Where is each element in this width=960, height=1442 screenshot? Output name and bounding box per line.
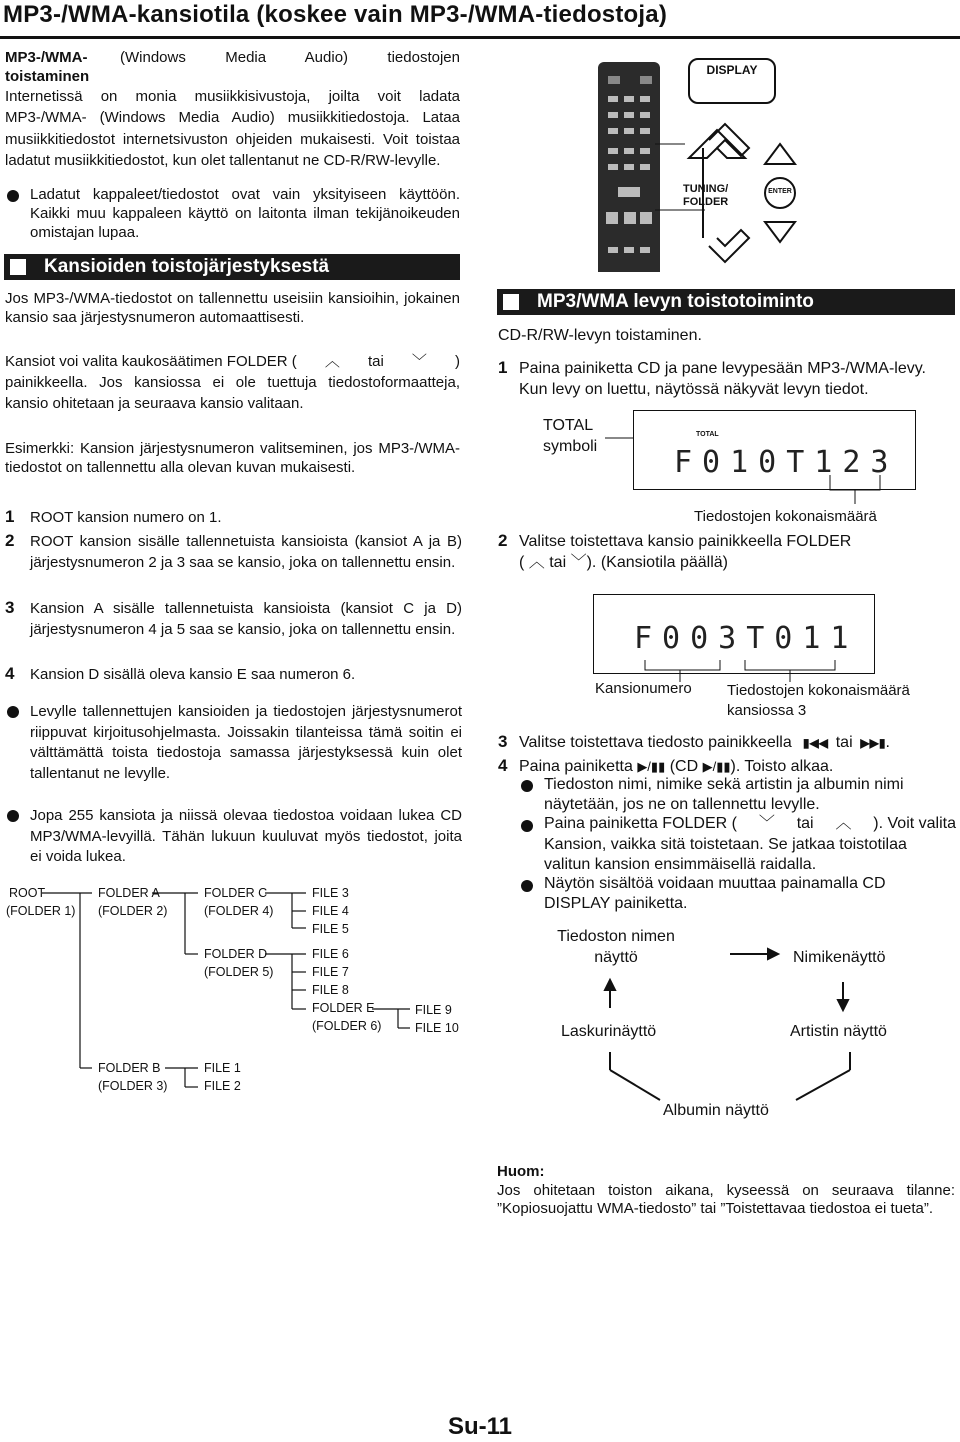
step4-bullet-2 bbox=[544, 814, 956, 876]
tree-folder-c-number: (FOLDER 4) bbox=[204, 904, 274, 918]
intro-heading-a: MP3-/WMA- bbox=[5, 49, 88, 66]
tree-file: FILE 7 bbox=[312, 965, 349, 979]
intro-heading bbox=[5, 48, 460, 86]
tree-file: FILE 2 bbox=[204, 1079, 241, 1093]
note-text: Jos ohitetaan toiston aikana, kyseessä on seuraava tilanne: ”Kopiosuojattu WMA-tiedosto” tai ”Toistettavaa tiedostoa ei tueta”. bbox=[497, 1181, 955, 1217]
right-step-1: Paina painiketta CD ja pane levypesään MP3-/WMA-levy. Kun levy on luettu, näytössä näkyvät levyn tiedot. bbox=[519, 360, 926, 398]
step-text: Kansion A sisälle tallennetuista kansioista (kansiot C ja D) järjestysnumeron 4 ja 5 saa se kansio, joka on tallennettu ensin. bbox=[30, 600, 462, 638]
tuning-folder-label bbox=[683, 183, 728, 209]
step-number: 3 bbox=[5, 598, 15, 617]
p2-text-c: painikkeella. Jos kansiossa ei ole tuettuja tiedostoformaatteja, kansio ohitetaan ja seuraava kansio valitaan. bbox=[5, 374, 460, 412]
lcd1-total-indicator: TOTAL bbox=[696, 431, 719, 438]
symbol-label: symboli bbox=[543, 438, 598, 455]
section-bar-folders bbox=[4, 254, 460, 280]
bullet-icon bbox=[7, 706, 19, 718]
lcd2-caption-right bbox=[727, 681, 910, 721]
note-box bbox=[497, 1163, 955, 1219]
tree-files-c bbox=[312, 884, 349, 938]
folders-paragraph-3: Esimerkki: Kansion järjestysnumeron valitseminen, jos MP3-/WMA-tiedostot on tallennettu alla olevan kuvan mukaisesti. bbox=[5, 440, 460, 476]
page-title: MP3-/WMA-kansiotila (koskee vain MP3-/WMA-tiedostoja) bbox=[3, 1, 668, 28]
p2-text-a: Kansiot voi valita kaukosäätimen FOLDER ( bbox=[5, 353, 297, 370]
play-pause-icon: ▶/▮▮ bbox=[702, 759, 731, 774]
tree-file: FILE 5 bbox=[312, 922, 349, 936]
step2-text-c: ). (Kansiotila päällä) bbox=[586, 554, 728, 571]
folder-up-icon: ︿ bbox=[835, 815, 852, 832]
bullet-icon bbox=[521, 880, 533, 892]
lcd2-caption-left: Kansionumero bbox=[595, 680, 692, 697]
bullet-icon bbox=[521, 820, 533, 832]
right-step-2 bbox=[519, 531, 955, 573]
tree-folder-a-name: FOLDER A bbox=[98, 886, 160, 900]
bullet-icon bbox=[7, 810, 19, 822]
step-text: Kansion D sisällä oleva kansio E saa numeron 6. bbox=[30, 666, 356, 683]
tree-file: FILE 3 bbox=[312, 886, 349, 900]
tree-file: FILE 4 bbox=[312, 904, 349, 918]
playback-subtitle: CD-R/RW-levyn toistaminen. bbox=[498, 327, 702, 344]
tree-folder-b bbox=[98, 1059, 167, 1095]
tree-root-folder: (FOLDER 1) bbox=[6, 904, 76, 918]
down-triangle-icon bbox=[765, 222, 795, 242]
tree-folder-e-name: FOLDER E bbox=[312, 1001, 375, 1015]
enter-pad bbox=[735, 136, 825, 256]
page-number: Su-11 bbox=[447, 1413, 513, 1440]
lcd1-caption: Tiedostojen kokonaismäärä bbox=[694, 508, 877, 525]
tree-folder-e-number: (FOLDER 6) bbox=[312, 1019, 382, 1033]
step4-text-a: Paina painiketta bbox=[519, 758, 633, 775]
tree-file: FILE 9 bbox=[415, 1003, 452, 1017]
section-title-folders: Kansioiden toistojärjestyksestä bbox=[44, 256, 330, 277]
tree-folder-c bbox=[204, 884, 273, 920]
tree-folder-d-number: (FOLDER 5) bbox=[204, 965, 274, 979]
bullet-icon bbox=[521, 780, 533, 792]
section-square-icon bbox=[10, 259, 26, 275]
folder-down-icon: ﹀ bbox=[566, 554, 587, 571]
tree-folder-d-name: FOLDER D bbox=[204, 947, 268, 961]
tree-folder-a-number: (FOLDER 2) bbox=[98, 904, 168, 918]
step3-text: Valitse toistettava tiedosto painikkeella bbox=[519, 734, 792, 751]
arrow-down-icon bbox=[838, 1000, 848, 1010]
step4-text-c: ). Toisto alkaa. bbox=[730, 758, 834, 775]
p2-tai: tai bbox=[367, 353, 384, 370]
step-number: 4 bbox=[5, 664, 15, 683]
cycle-file-name-1: Tiedoston nimen bbox=[557, 928, 675, 945]
cycle-artist: Artistin näyttö bbox=[790, 1023, 887, 1040]
total-symbol-label bbox=[543, 415, 597, 457]
note-title: Huom: bbox=[497, 1163, 545, 1180]
folders-paragraph-1: Jos MP3-/WMA-tiedostot on tallennettu useisiin kansioihin, jokainen kansio saa järjestysnumeron automaattisesti. bbox=[5, 290, 460, 326]
tree-file: FILE 8 bbox=[312, 983, 349, 997]
step3-end: . bbox=[885, 734, 890, 751]
tuning-label: TUNING/ bbox=[683, 183, 729, 195]
lcd2-segment-text: F003T011 bbox=[634, 621, 859, 656]
tree-folder-c-name: FOLDER C bbox=[204, 886, 268, 900]
cycle-album: Albumin näyttö bbox=[663, 1102, 769, 1119]
bullet2-tai: tai bbox=[796, 815, 814, 832]
bullet2-text-c: Kansion, vaikka sitä toistetaan. Se jatkaa toistotilaa valitun kansion ensimmäisellä raidalla. bbox=[544, 835, 907, 873]
remote-control-image bbox=[598, 62, 660, 272]
lcd2-caption-right-2: kansiossa 3 bbox=[727, 702, 807, 719]
tree-files-d bbox=[312, 945, 381, 1035]
remote-buttons-graphic bbox=[598, 62, 660, 272]
intro-paragraph: Internetissä on monia musiikkisivustoja, joilta voit ladata MP3-/WMA- (Windows Media Audio) musiikkitiedostoja. Lataa musiikkitiedostot internetsivuston ohjeiden mukaisesti. Voit toistaa ladatut musiikkitiedostot, kun olet tallentanut ne CD-R/RW-levylle. bbox=[5, 88, 460, 169]
folders-paragraph-2 bbox=[5, 351, 460, 414]
total-label: TOTAL bbox=[543, 417, 594, 434]
tree-files-e bbox=[415, 1001, 459, 1037]
up-triangle-icon bbox=[765, 144, 795, 164]
step-number: 2 bbox=[5, 531, 15, 550]
folder-down-icon: ﹀ bbox=[758, 815, 775, 832]
cycle-file-name-2: näyttö bbox=[594, 949, 638, 966]
cycle-arrows bbox=[560, 940, 900, 1110]
tree-folder-a bbox=[98, 884, 167, 920]
right-step-3 bbox=[519, 733, 890, 753]
display-button-label: DISPLAY bbox=[706, 63, 758, 77]
enter-button[interactable]: ENTER bbox=[768, 188, 792, 195]
step4-bullet-3: Näytön sisältöä voidaan muuttaa painamalla CD DISPLAY painiketta. bbox=[544, 875, 886, 912]
lcd2-caption-right-1: Tiedostojen kokonaismäärä bbox=[727, 682, 910, 699]
bullet2-text-b: ). Voit valita bbox=[873, 815, 956, 832]
tree-root-name: ROOT bbox=[9, 886, 46, 900]
folder-down-icon: ﹀ bbox=[411, 353, 427, 370]
skip-back-icon: ▮◀◀ bbox=[796, 736, 832, 750]
tree-folder-b-number: (FOLDER 3) bbox=[98, 1079, 168, 1093]
display-button[interactable] bbox=[688, 58, 776, 104]
step4-bullet-1: Tiedoston nimi, nimike sekä artistin ja albumin nimi näytetään, jos ne on tallennettu levylle. bbox=[544, 776, 904, 813]
cycle-counter: Laskurinäyttö bbox=[561, 1023, 657, 1040]
left-bullet-text: Levylle tallennettujen kansioiden ja tiedostojen järjestysnumerot riippuvat kirjoitusohjelmasta. Joissakin tilanteissa tämä soitin ei välttämättä toista tiedostoja samassa järjestyksessä kuin olet tallentanut ne levylle. bbox=[30, 703, 462, 782]
step-number: 3 bbox=[498, 732, 508, 751]
step-number: 1 bbox=[498, 358, 508, 377]
section-square-icon bbox=[503, 294, 519, 310]
p2-text-b: ) bbox=[454, 353, 460, 370]
section-bar-playback bbox=[497, 289, 955, 315]
folder-up-icon: ︿ bbox=[324, 353, 340, 370]
tree-file: FILE 10 bbox=[415, 1021, 459, 1035]
section-title-playback: MP3/WMA levyn toistotoiminto bbox=[537, 291, 814, 312]
tree-files-b bbox=[204, 1059, 241, 1095]
step-text: ROOT kansion sisälle tallennetuista kansioista (kansiot A ja B) järjestysnumeron 2 ja 3 saa se kansio, joka on tallennettu ensin. bbox=[30, 533, 462, 571]
left-bullet-text: Jopa 255 kansiota ja niissä olevaa tiedostoa voidaan lukea CD MP3/WMA-levyillä. Tähän lukuun kuuluvat myös tiedostot, joita ei voida lukea. bbox=[30, 807, 462, 865]
bullet2-text-a: Paina painiketta FOLDER ( bbox=[544, 815, 737, 832]
tree-folder-b-name: FOLDER B bbox=[98, 1061, 161, 1075]
step2-paren: ( bbox=[519, 554, 525, 571]
step2-tai: tai bbox=[549, 554, 567, 571]
step-number: 1 bbox=[5, 507, 15, 526]
play-pause-icon: ▶/▮▮ bbox=[637, 759, 666, 774]
bullet-icon bbox=[7, 190, 19, 202]
intro-bullet: Ladatut kappaleet/tiedostot ovat vain yksityiseen käyttöön. Kaikki muu kappaleen käyttö on laitonta ilman tekijänoikeuden omistajan lupaa. bbox=[30, 186, 460, 241]
tree-file: FILE 1 bbox=[204, 1061, 241, 1075]
intro-heading-b: (Windows Media Audio) tiedostojen bbox=[120, 49, 460, 66]
skip-forward-icon: ▶▶▮ bbox=[857, 736, 886, 750]
tree-root bbox=[6, 884, 75, 920]
cycle-title: Nimikenäyttö bbox=[793, 949, 886, 966]
step-number: 4 bbox=[498, 756, 508, 775]
step3-tai: tai bbox=[835, 734, 853, 751]
step-number: 2 bbox=[498, 531, 508, 550]
tree-folder-d bbox=[204, 945, 273, 981]
arrow-up-icon bbox=[605, 980, 615, 990]
step4-text-b: (CD bbox=[669, 758, 699, 775]
folder-label: FOLDER bbox=[683, 196, 729, 208]
tree-file: FILE 6 bbox=[312, 947, 349, 961]
arrow-right-icon bbox=[768, 949, 778, 959]
step-text: ROOT kansion numero on 1. bbox=[30, 509, 222, 526]
right-step-4 bbox=[519, 757, 833, 777]
title-bar bbox=[0, 0, 960, 39]
intro-heading-c: toistaminen bbox=[5, 68, 90, 85]
lcd1-segment-text: F010T123 bbox=[674, 445, 899, 480]
step2-text-a: Valitse toistettava kansio painikkeella FOLDER bbox=[519, 533, 852, 550]
folder-up-icon: ︿ bbox=[524, 554, 550, 571]
